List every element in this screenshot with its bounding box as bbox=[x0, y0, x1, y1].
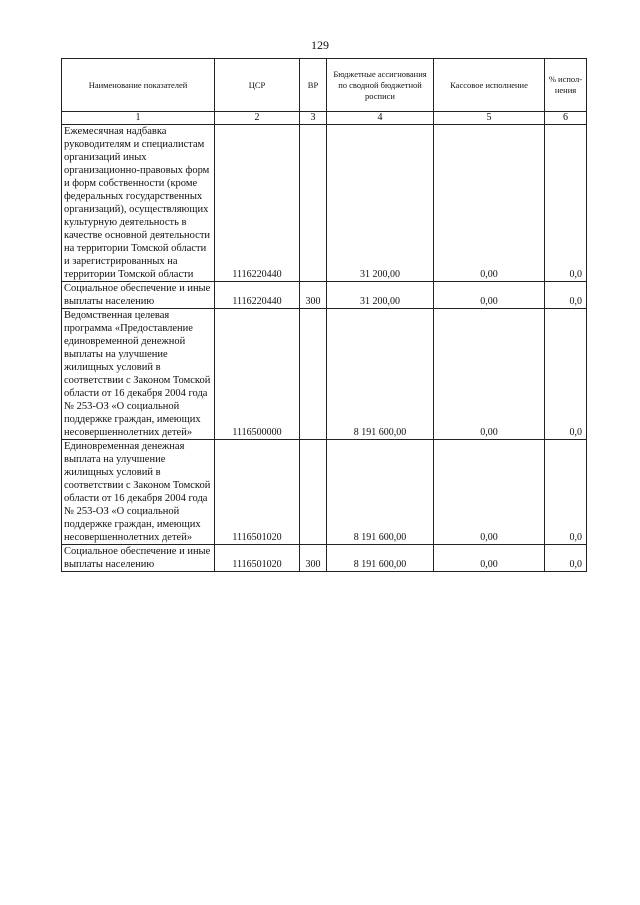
column-number: 1 bbox=[62, 112, 215, 125]
table-row bbox=[62, 125, 587, 282]
header-cash-execution: Кассовое исполнение bbox=[434, 59, 545, 112]
percent-cell: 0,0 bbox=[545, 282, 587, 309]
column-number: 4 bbox=[327, 112, 434, 125]
indicator-name-cell: Ежемесячная надбавка руководителям и специалистам организаций иных организационно-правовых форм и форм собственности (кроме федеральных государственных организаций), осуществляющих культурную деятельность в качестве основной деятельности на территории Томской области и зарегистрированных на территории Томской области bbox=[62, 125, 215, 282]
csr-cell: 1116220440 bbox=[215, 125, 300, 282]
percent-cell: 0,0 bbox=[545, 440, 587, 545]
page-number: 129 bbox=[311, 38, 329, 52]
percent-cell: 0,0 bbox=[545, 125, 587, 282]
table-row bbox=[62, 440, 587, 545]
vr-cell: 300 bbox=[300, 545, 327, 572]
budget-execution-table bbox=[61, 58, 587, 572]
cash-cell: 0,00 bbox=[434, 125, 545, 282]
budget-cell: 8 191 600,00 bbox=[327, 545, 434, 572]
indicator-name-cell: Социальное обеспечение и иные выплаты населению bbox=[62, 282, 215, 309]
budget-cell: 31 200,00 bbox=[327, 282, 434, 309]
column-number: 5 bbox=[434, 112, 545, 125]
header-csr: ЦСР bbox=[215, 59, 300, 112]
vr-cell bbox=[300, 440, 327, 545]
percent-cell: 0,0 bbox=[545, 545, 587, 572]
indicator-name-cell: Единовременная денежная выплата на улучшение жилищных условий в соответствии с Законом Томской области от 16 декабря 2004 года № 253-ОЗ «О социальной поддержке граждан, имеющих несовершеннолетних детей» bbox=[62, 440, 215, 545]
vr-cell bbox=[300, 309, 327, 440]
column-number: 2 bbox=[215, 112, 300, 125]
budget-cell: 8 191 600,00 bbox=[327, 309, 434, 440]
table-row bbox=[62, 545, 587, 572]
vr-cell bbox=[300, 125, 327, 282]
table-row bbox=[62, 309, 587, 440]
column-number: 6 bbox=[545, 112, 587, 125]
percent-cell: 0,0 bbox=[545, 309, 587, 440]
csr-cell: 1116501020 bbox=[215, 440, 300, 545]
indicator-name-cell: Социальное обеспечение и иные выплаты населению bbox=[62, 545, 215, 572]
column-number: 3 bbox=[300, 112, 327, 125]
indicator-name-cell: Ведомственная целевая программа «Предоставление единовременной денежной выплаты на улучшение жилищных условий в соответствии с Законом Томской области от 16 декабря 2004 года № 253-ОЗ «О социальной поддержке граждан, имеющих несовершеннолетних детей» bbox=[62, 309, 215, 440]
cash-cell: 0,00 bbox=[434, 440, 545, 545]
header-budget-allocations: Бюджетные ассигнования по сводной бюджетной росписи bbox=[327, 59, 434, 112]
csr-cell: 1116220440 bbox=[215, 282, 300, 309]
cash-cell: 0,00 bbox=[434, 282, 545, 309]
header-vr: ВР bbox=[300, 59, 327, 112]
cash-cell: 0,00 bbox=[434, 545, 545, 572]
budget-cell: 8 191 600,00 bbox=[327, 440, 434, 545]
header-indicator-name: Наименование показателей bbox=[62, 59, 215, 112]
csr-cell: 1116500000 bbox=[215, 309, 300, 440]
csr-cell: 1116501020 bbox=[215, 545, 300, 572]
header-row bbox=[62, 59, 587, 112]
table-row bbox=[62, 282, 587, 309]
vr-cell: 300 bbox=[300, 282, 327, 309]
cash-cell: 0,00 bbox=[434, 309, 545, 440]
header-execution-percent: % испол-нения bbox=[545, 59, 587, 112]
column-number-row bbox=[62, 112, 587, 125]
budget-cell: 31 200,00 bbox=[327, 125, 434, 282]
